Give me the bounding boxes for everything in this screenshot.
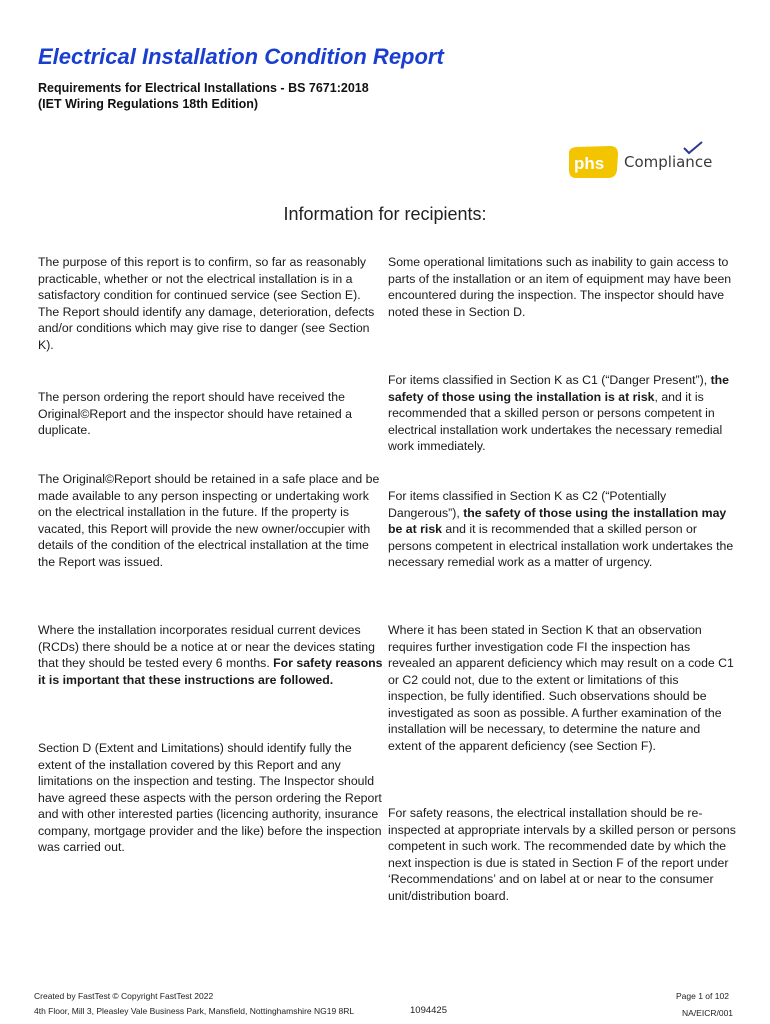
body-text: The person ordering the report should have received the Original©Report and the inspector should have retained a duplicate. xyxy=(38,390,352,437)
footer-address: 4th Floor, Mill 3, Pleasley Vale Business Park, Mansfield, Nottinghamshire NG19 8RL xyxy=(34,1006,355,1016)
body-text: Some operational limitations such as inability to gain access to parts of the installation or an item of equipment may have been encountered during the inspection. The inspector should have noted these in Section D. xyxy=(388,255,732,319)
report-subtitle xyxy=(38,80,369,112)
body-text: Section D (Extent and Limitations) should identify fully the extent of the installation covered by this Report and any limitations on the inspection and testing. The Inspector should have agreed these aspects with the person ordering the Report and with other interested parties (licencing authority, insurance company, mortgage provider and the like) before the inspection was carried out. xyxy=(38,741,382,854)
footer-page-number: Page 1 of 102 xyxy=(676,991,729,1001)
check-icon xyxy=(684,142,702,153)
right-para-c1-danger xyxy=(388,372,736,455)
body-text: For items classified in Section K as C1 (“Danger Present”), xyxy=(388,373,711,387)
body-text: , and it is recommended that a skilled person or persons competent in electrical installation work undertakes the necessary remedial work immediately. xyxy=(388,389,723,453)
body-text: Where the installation incorporates residual current devices (RCDs) there should be a notice at or near the devices stating that they should be tested every 6 months. xyxy=(38,623,375,670)
body-text: For safety reasons, the electrical installation should be re-inspected at appropriate intervals by a skilled person or persons competent in such work. The recommended date by which the next inspection is due is stated in Section F of the report under ‘Recommendations’ and on label at or near to the consumer unit/distribution board. xyxy=(388,806,736,903)
subtitle-edition: (IET Wiring Regulations 18th Edition) xyxy=(38,97,259,111)
left-para-report-purpose xyxy=(38,254,383,353)
emphasis-text: For safety reasons it is important that these instructions are followed. xyxy=(38,656,383,687)
right-para-c2-potentially-dangerous xyxy=(388,488,736,571)
section-heading: Information for recipients: xyxy=(283,204,487,224)
left-para-section-d xyxy=(38,740,383,856)
right-para-operational-limitations xyxy=(388,254,736,320)
emphasis-text: the safety of those using the installation is at risk xyxy=(388,373,730,404)
body-text: Where it has been stated in Section K that an observation requires further investigation code FI the inspection has revealed an apparent deficiency which may result on a code C1 or C2 could not, due to the extent or limitations of this inspection, be fully identified. Such observations should be investigated as soon as possible. A further examination of the installation will be necessary, to determine the nature and extent of the apparent deficiency (see Section F). xyxy=(388,623,734,753)
right-para-reinspection xyxy=(388,805,736,904)
logo-brand-text: Compliance xyxy=(624,153,713,171)
emphasis-text: the safety of those using the installation may be at risk xyxy=(388,505,727,536)
body-text: The Original©Report should be retained in a safe place and be made available to any person inspecting or undertaking work on the electrical installation in the future. If the property is vacated, this Report will provide the new owner/occupier with details of the condition of the electrical installation at the time the Report was issued. xyxy=(38,472,380,569)
left-para-original-report xyxy=(38,389,383,439)
subtitle-standard: Requirements for Electrical Installations - BS 7671:2018 xyxy=(38,81,369,95)
body-text: The purpose of this report is to confirm, so far as reasonably practicable, whether or not the electrical installation is in a satisfactory condition for continued service (see Section E). The Report should identify any damage, deterioration, defects and/or conditions which may give rise to danger (see Section K). xyxy=(38,255,375,352)
report-title: Electrical Installation Condition Report xyxy=(38,44,444,69)
phs-compliance-logo xyxy=(566,140,726,182)
body-text: and it is recommended that a skilled person or persons competent in electrical installation work undertakes the necessary remedial work as a matter of urgency. xyxy=(388,522,734,569)
footer-copyright: Created by FastTest © Copyright FastTest 2022 xyxy=(34,991,214,1001)
left-para-report-retention xyxy=(38,471,383,570)
right-para-fi-investigation xyxy=(388,622,736,754)
footer-document-code: NA/EICR/001 xyxy=(682,1008,734,1018)
logo-badge-text: phs xyxy=(574,154,605,173)
footer-reference-number: 1094425 xyxy=(410,1005,447,1016)
left-para-rcd-notice xyxy=(38,622,383,688)
body-text: For items classified in Section K as C2 (“Potentially Dangerous”), xyxy=(388,489,667,520)
